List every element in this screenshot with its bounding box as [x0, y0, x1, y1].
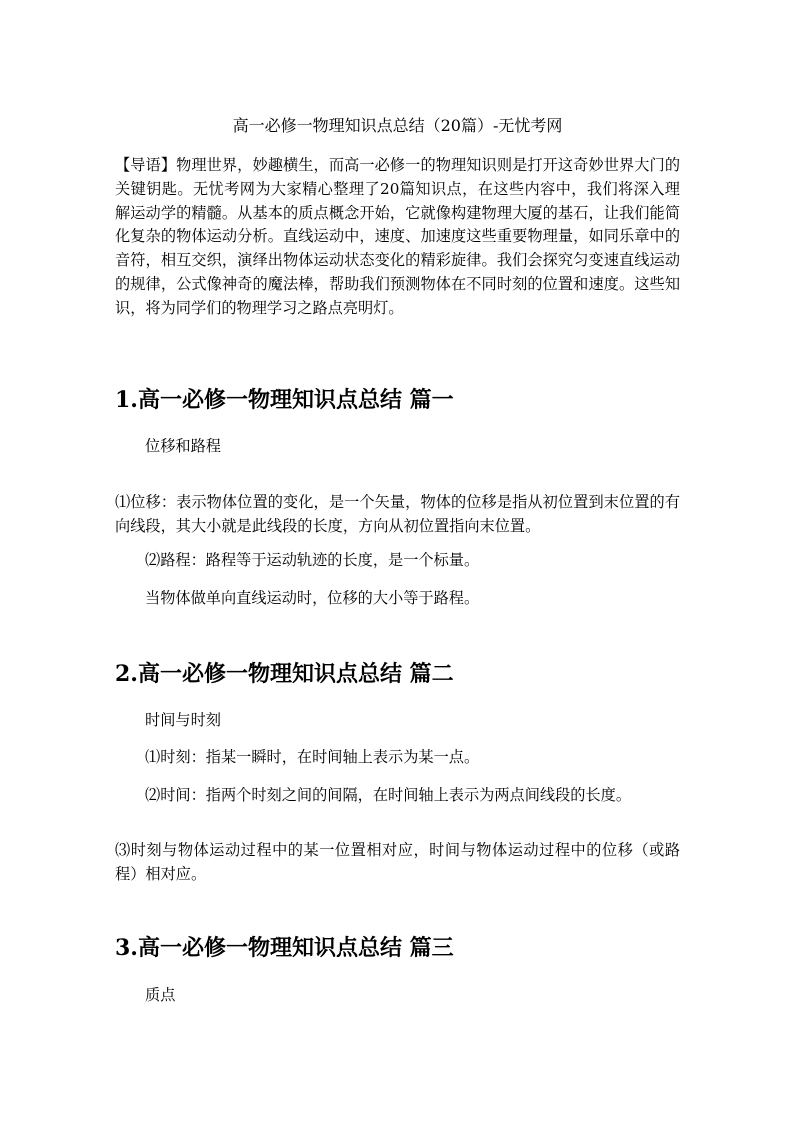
section-2-paragraph: ⑶时刻与物体运动过程中的某一位置相对应，时间与物体运动过程中的位移（或路程）相对应。 — [115, 841, 680, 883]
section-heading-2: 2.高一必修一物理知识点总结 篇二 — [115, 661, 454, 687]
section-1-paragraph: 当物体做单向直线运动时，位移的大小等于路程。 — [145, 589, 480, 607]
section-heading-1: 1.高一必修一物理知识点总结 篇一 — [115, 387, 454, 413]
section-2-paragraph: ⑵时间：指两个时刻之间的间隔，在时间轴上表示为两点间线段的长度。 — [145, 786, 631, 804]
section-1-paragraph: ⑵路程：路程等于运动轨迹的长度，是一个标量。 — [145, 551, 480, 569]
section-1-subtitle: 位移和路程 — [145, 437, 221, 455]
section-1-paragraph: ⑴位移：表示物体位置的变化，是一个矢量，物体的位移是指从初位置到末位置的有向线段，其大小就是此线段的长度，方向从初位置指向末位置。 — [115, 493, 680, 535]
section-3-subtitle: 质点 — [145, 986, 176, 1004]
intro-paragraph: 【导语】物理世界，妙趣横生，而高一必修一的物理知识则是打开这奇妙世界大门的关键钥匙。无忧考网为大家精心整理了20篇知识点，在这些内容中，我们将深入理解运动学的精髓。从基本的质点概念开始，它就像构建物理大厦的基石，让我们能简化复杂的物体运动分析。直线运动中，速度、加速度这些重要物理量，如同乐章中的音符，相互交织，演绎出物体运动状态变化的精彩旋律。我们会探究匀变速直线运动的规律，公式像神奇的魔法棒，帮助我们预测物体在不同时刻的位置和速度。这些知识，将为同学们的物理学习之路点亮明灯。 — [115, 156, 680, 317]
section-heading-3: 3.高一必修一物理知识点总结 篇三 — [115, 935, 454, 961]
section-2-subtitle: 时间与时刻 — [145, 711, 221, 729]
section-2-paragraph: ⑴时刻：指某一瞬时，在时间轴上表示为某一点。 — [145, 748, 480, 766]
document-title: 高一必修一物理知识点总结（20篇）-无忧考网 — [232, 116, 563, 135]
